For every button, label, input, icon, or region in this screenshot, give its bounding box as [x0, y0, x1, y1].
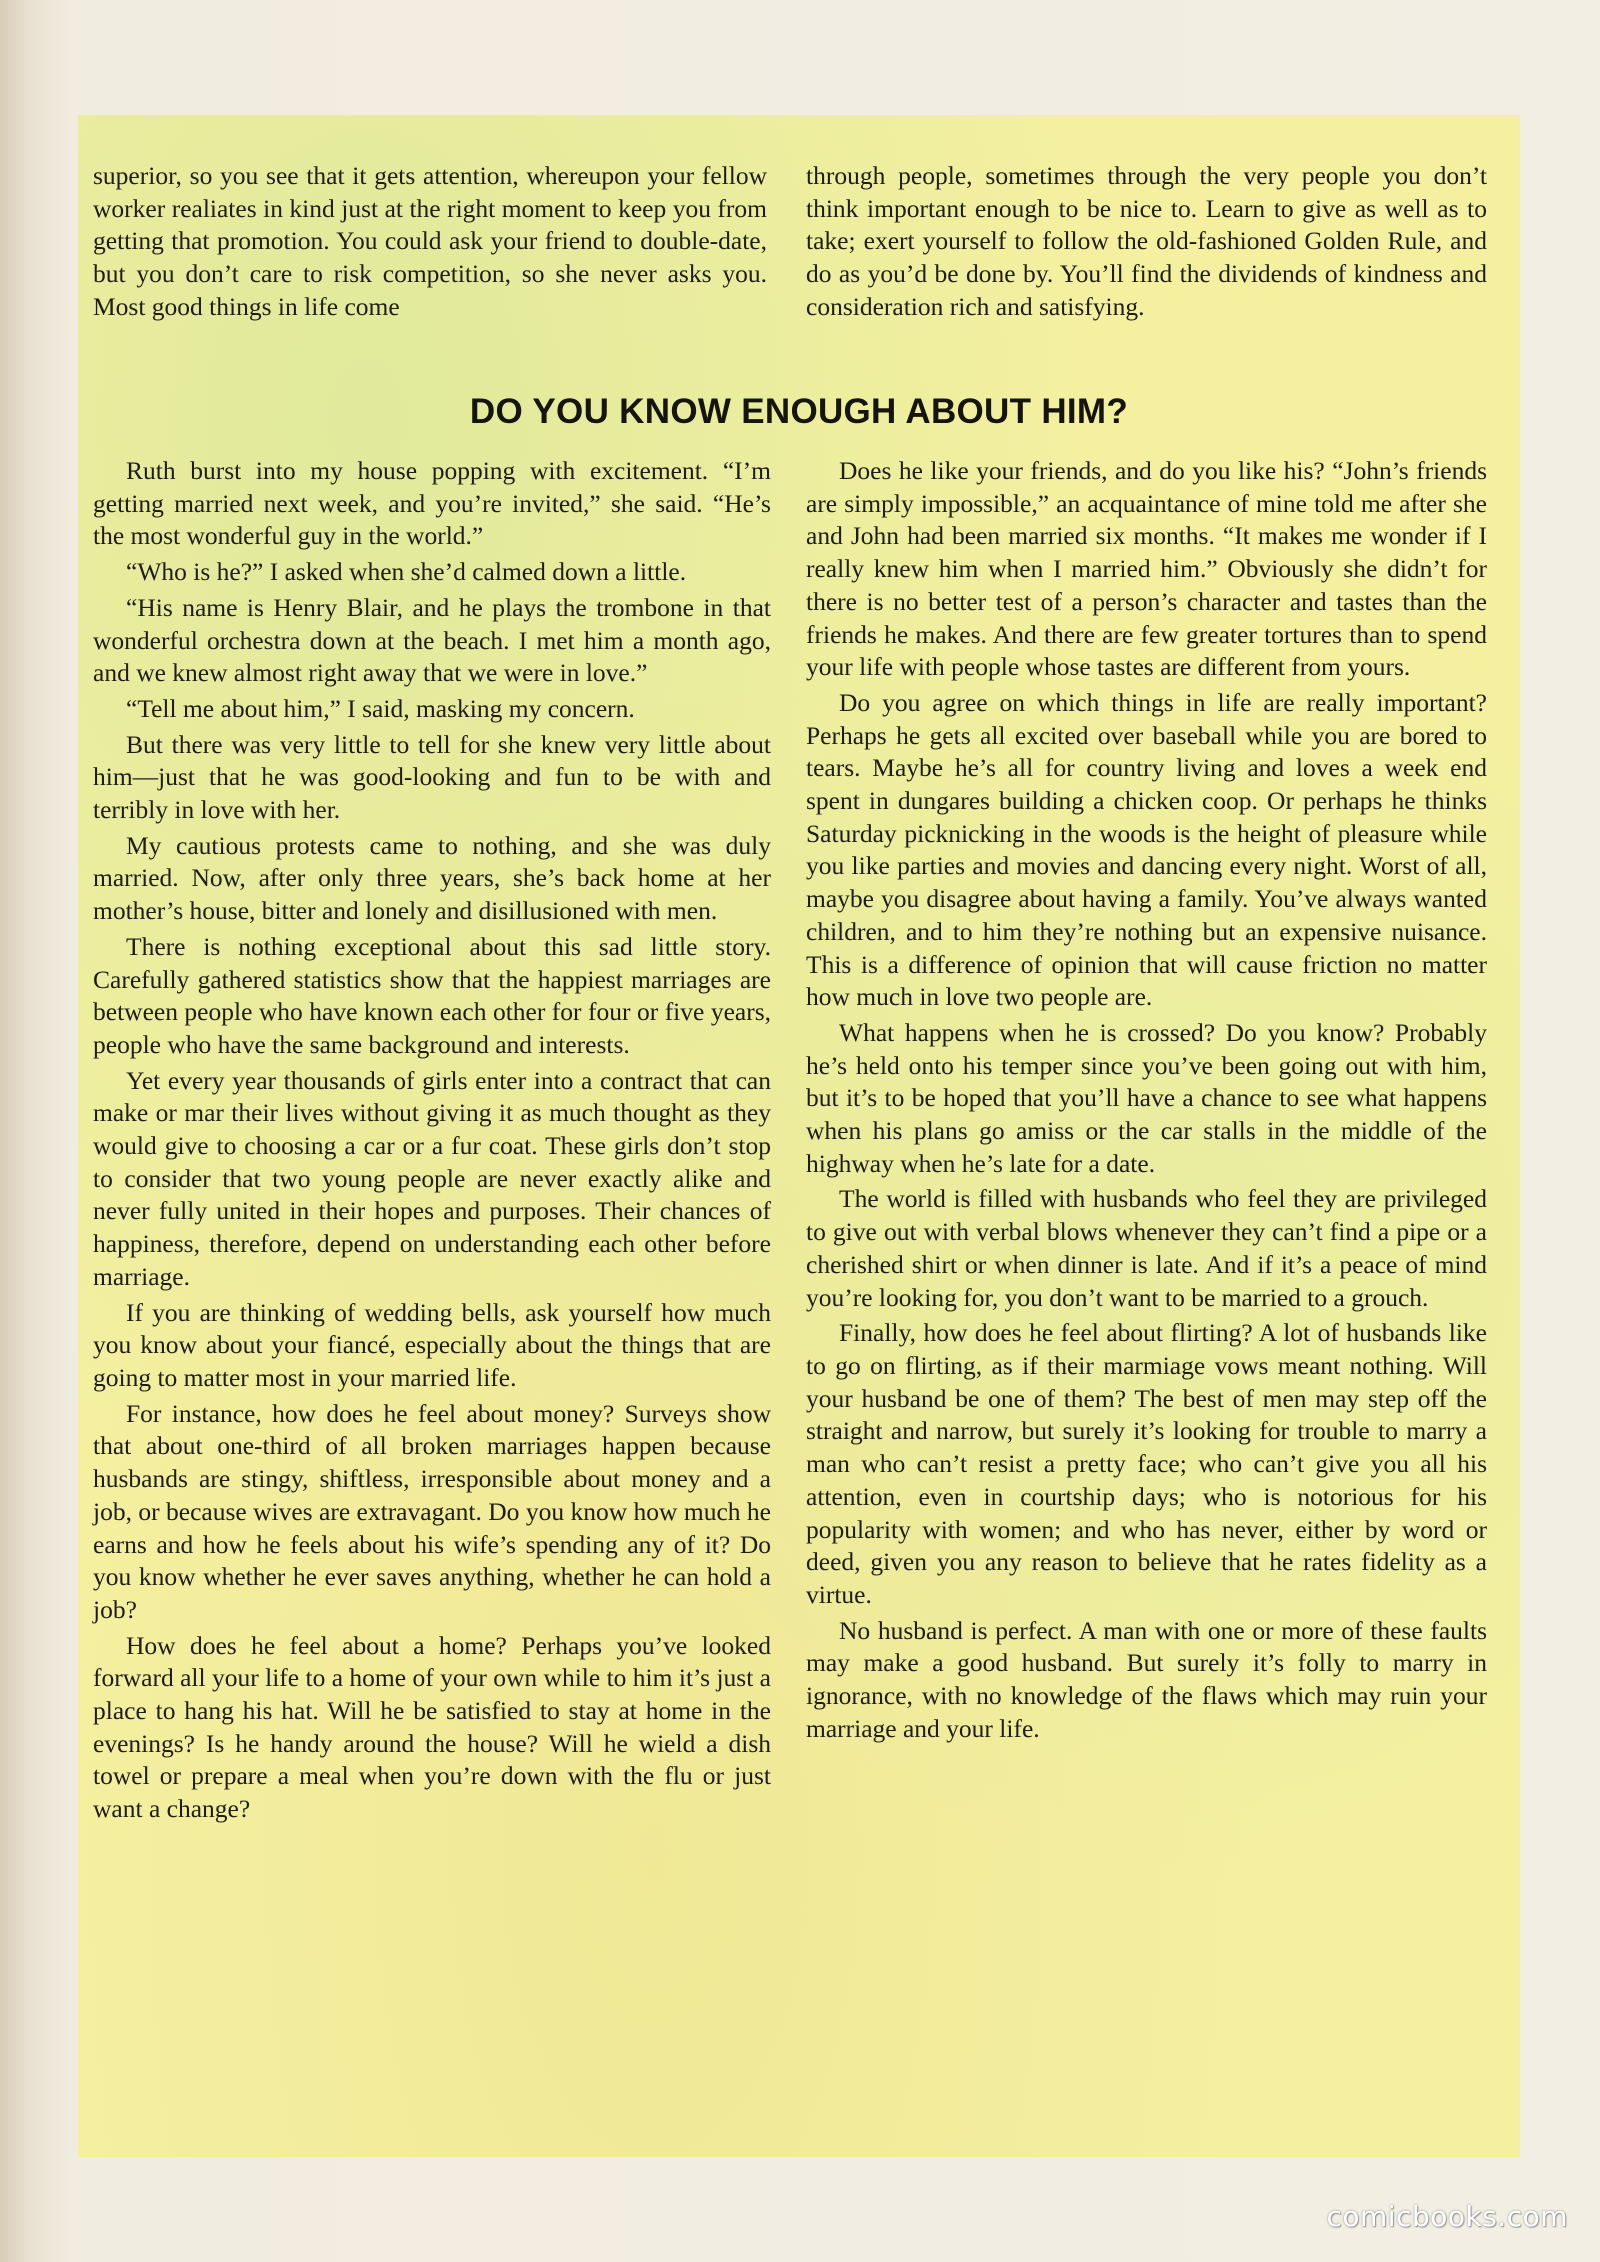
paragraph: Does he like your friends, and do you like his? “John’s friends are simply impossible,” an acquaintance of mine told me after she and John had been married six months. “It makes me wonder if I really knew him when I married him.” Obviously she didn’t for there is no better test of a person’s character and tastes than the friends he makes. And there are few greater tortures than to spend your life with people whose tastes are different from yours. [806, 456, 1487, 682]
paragraph: “His name is Henry Blair, and he plays the trombone in that wonderful orchestra down at the beach. I met him a month ago, and we knew almost right away that we were in love.” [93, 592, 771, 688]
paragraph: “Tell me about him,” I said, masking my concern. [126, 693, 635, 723]
paragraph: “Who is he?” I asked when she’d calmed down a little. [126, 557, 687, 587]
paragraph: Yet every year thousands of girls enter into a contract that can make or mar their lives without giving it as much thought as they would give to choosing a car or a fur coat. These girls don’t stop to consider that two young people are never exactly alike and never fully united in their hopes and purposes. Their chances of happiness, therefore, depend on understanding each other before marriage. [93, 1065, 771, 1291]
site-watermark: comicbooks.com [1326, 2200, 1568, 2233]
continued-text-left [93, 160, 767, 327]
paragraph: What happens when he is crossed? Do you know? Probably he’s held onto his temper since you’ve been going out with him, but it’s to be hoped that you’ll have a chance to see what happens when his plans go amiss or the car stalls in the middle of the highway when he’s late for a date. [806, 1017, 1487, 1178]
paragraph: My cautious protests came to nothing, and she was duly married. Now, after only three years, she’s back home at her mother’s house, bitter and lonely and disillusioned with men. [93, 830, 771, 926]
paragraph: If you are thinking of wedding bells, ask yourself how much you know about your fiancé, especially about the things that are going to matter most in your married life. [93, 1297, 771, 1392]
article-headline: DO YOU KNOW ENOUGH ABOUT HIM? [469, 392, 1129, 431]
paragraph: superior, so you see that it gets attention, whereupon your fellow worker realiates in kind just at the right moment to keep you from getting that promotion. You could ask your friend to double-date, but you don’t care to risk competition, so she never asks you. Most good things in life come [93, 161, 767, 321]
article-column-right [806, 455, 1487, 1748]
paragraph: No husband is perfect. A man with one or more of these faults may make a good husband. But surely it’s folly to marry in ignorance, with no knowledge of the flaws which may ruin your marriage and your life. [806, 1615, 1487, 1743]
paragraph: through people, sometimes through the very people you don’t think important enough to be nice to. Learn to give as well as to take; exert yourself to follow the old-fashioned Golden Rule, and do as you’d be done by. You’ll find the dividends of kindness and consideration rich and satisfying. [806, 161, 1487, 321]
continued-text-right [806, 160, 1487, 327]
paragraph: How does he feel about a home? Perhaps you’ve looked forward all your life to a home of your own while to him it’s just a place to hang his hat. Will he be satisfied to stay at home in the evenings? Is he handy around the house? Will he wield a dish towel or prepare a meal when you’re down with the flu or just want a change? [93, 1630, 771, 1824]
paragraph: There is nothing exceptional about this sad little story. Carefully gathered statistics show that the happiest marriages are between people who have known each other for four or five years, people who have the same background and interests. [93, 931, 771, 1059]
paragraph: Do you agree on which things in life are really important? Perhaps he gets all excited over baseball while you are bored to tears. Maybe he’s all for country living and loves a week end spent in dungares building a chicken coop. Or perhaps he thinks Saturday picknicking in the woods is the height of pleasure while you like parties and movies and dancing every night. Worst of all, maybe you disagree about having a family. You’ve always wanted children, and to him they’re nothing but an expensive nuisance. This is a difference of opinion that will cause friction no matter how much in love two people are. [806, 687, 1487, 1012]
paragraph: But there was very little to tell for she knew very little about him—just that he was good-looking and fun to be with and terribly in love with her. [93, 729, 771, 825]
article-column-left [93, 455, 771, 1829]
paragraph: The world is filled with husbands who feel they are privileged to give out with verbal blows whenever they can’t find a pipe or a cherished shirt or when dinner is late. And if it’s a peace of mind you’re looking for, you don’t want to be married to a grouch. [806, 1184, 1487, 1312]
paragraph: Finally, how does he feel about flirting? A lot of husbands like to go on flirting, as if their marmiage vows meant nothing. Will your husband be one of them? The best of men may step off the straight and narrow, but surely it’s looking for trouble to marry a man who can’t resist a pretty face; who can’t give you all his attention, even in courtship days; who is notorious for his popularity with women; and who has never, either by word or deed, given you any reason to believe that he rates fidelity as a virtue. [806, 1318, 1487, 1609]
paragraph: Ruth burst into my house popping with excitement. “I’m getting married next week, and you’re invited,” she said. “He’s the most wonderful guy in the world.” [93, 456, 771, 551]
paragraph: For instance, how does he feel about money? Surveys show that about one-third of all broken marriages happen because husbands are stingy, shiftless, irresponsible about money and a job, or because wives are extravagant. Do you know how much he earns and how he feels about his wife’s spending any of it? Do you know whether he ever saves anything, whether he can hold a job? [93, 1398, 771, 1624]
